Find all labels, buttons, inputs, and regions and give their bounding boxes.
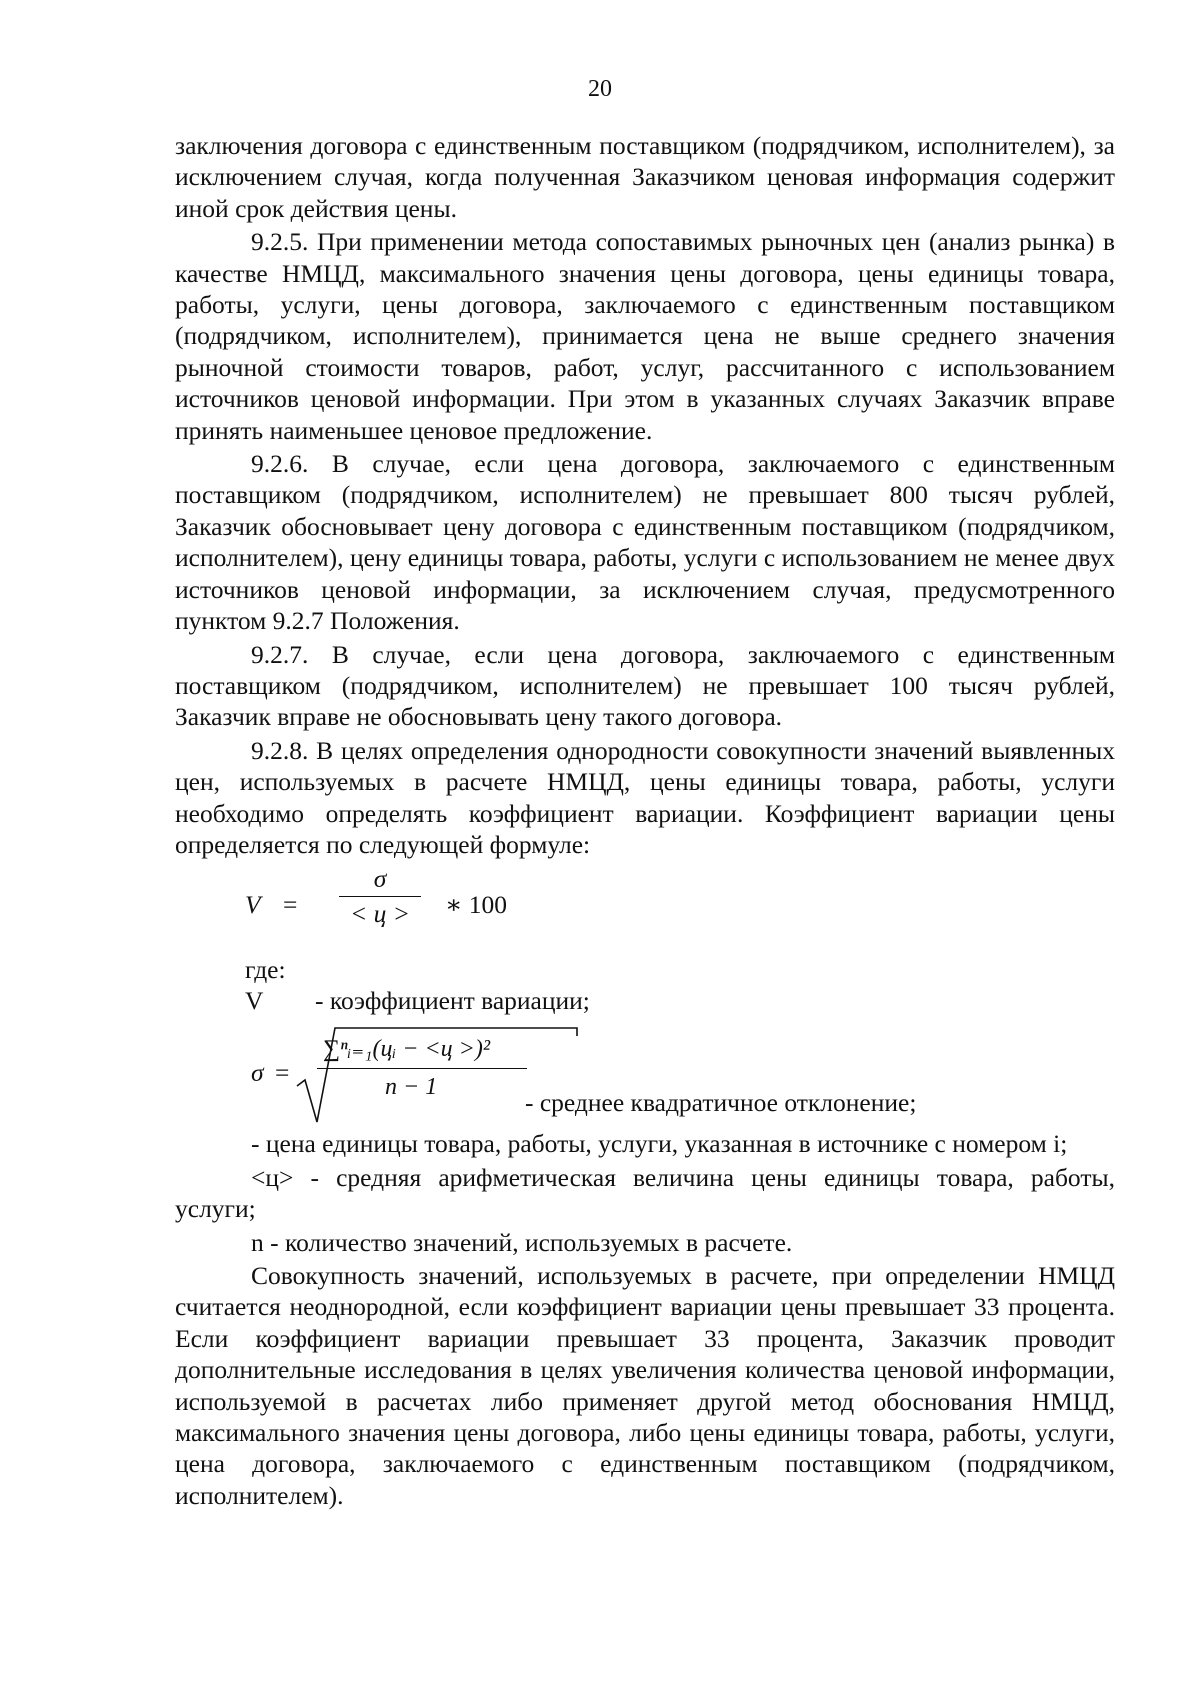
formula-equals: = (283, 890, 298, 920)
paragraph-continuation: заключения договора с единственным поставщиком (подрядчиком, исполнителем), за исключением случая, когда полученная Заказчиком ценовая информация содержит иной срок действия цены. (175, 131, 1115, 223)
document-body (175, 130, 1115, 1513)
definition-v (245, 985, 1115, 1016)
formula2-denominator: n − 1 (385, 1074, 438, 1101)
formula-lhs: V (245, 890, 261, 920)
paragraph-9-2-8: 9.2.8. В целях определения однородности совокупности значений выявленных цен, используемых в расчете НМЦД, цены единицы товара, работы, услуги необходимо определять коэффициент вариации. Коэффициент вариации цены определяется по следующей формуле: (175, 735, 1115, 859)
standard-deviation-formula (245, 1016, 1115, 1128)
formula2-equals: = (275, 1058, 290, 1088)
formula2-numerator: ∑ⁿᵢ₌₁(цᵢ − <ц >)² (323, 1036, 491, 1063)
definition-price-i: - цена единицы товара, работы, услуги, указанная в источнике с номером i; (251, 1129, 1068, 1159)
formula-denominator: < ц > (350, 899, 410, 929)
definition-mean-price: <ц> - средняя арифметическая величина цены единицы товара, работы, услуги; (175, 1162, 1115, 1224)
where-label: где: (245, 955, 286, 985)
formula2-definition: - среднее квадратичное отклонение; (525, 1088, 917, 1118)
formula2-fraction-bar (317, 1068, 527, 1069)
definition-symbol: V (245, 986, 264, 1016)
variation-coefficient-formula (245, 862, 1115, 954)
definition-text: - коэффициент вариации; (315, 986, 590, 1016)
formula-fraction (335, 862, 425, 931)
page-number: 20 (588, 76, 612, 102)
paragraph-9-2-5: 9.2.5. При применении метода сопоставимых рыночных цен (анализ рынка) в качестве НМЦД, максимального значения цены договора, цены единицы товара, работы, услуги, цены договора, заключаемого с единственным поставщиком (подрядчиком, исполнителем), принимается цена не выше среднего значения рыночной стоимости товаров, работ, услуг, рассчитанного с использованием источников ценовой информации. При этом в указанных случаях Заказчик вправе принять наименьшее ценовое предложение. (175, 227, 1115, 445)
sigma-symbol: σ (251, 1058, 264, 1088)
paragraph-9-2-6: 9.2.6. В случае, если цена договора, заключаемого с единственным поставщиком (подрядчиком, исполнителем) не превышает 800 тысяч рублей, Заказчик обосновывает цену договора с единственным поставщиком (подрядчиком, исполнителем), цену единицы товара, работы, услуги с использованием не менее двух источников ценовой информации, за исключением случая, предусмотренного пунктом 9.2.7 Положения. (175, 449, 1115, 636)
definition-n: n - количество значений, используемых в расчете. (251, 1227, 793, 1257)
formula-numerator: σ (373, 864, 387, 894)
formula-multiplier: ∗ 100 (445, 890, 507, 920)
paragraph-9-2-7: 9.2.7. В случае, если цена договора, заключаемого с единственным поставщиком (подрядчиком, исполнителем) не превышает 100 тысяч рублей, Заказчик вправе не обосновывать цену такого договора. (175, 639, 1115, 732)
paragraph-heterogeneity: Совокупность значений, используемых в расчете, при определении НМЦД считается неоднородной, если коэффициент вариации цены превышает 33 процента. Если коэффициент вариации превышает 33 процента, Заказчик проводит дополнительные исследования в целях увеличения количества ценовой информации, используемой в расчетах либо применяет другой метод обоснования НМЦД, максимального значения цены договора, либо цены единицы товара, работы, услуги, цена договора, заключаемого с единственным поставщиком (подрядчиком, исполнителем). (175, 1260, 1115, 1510)
